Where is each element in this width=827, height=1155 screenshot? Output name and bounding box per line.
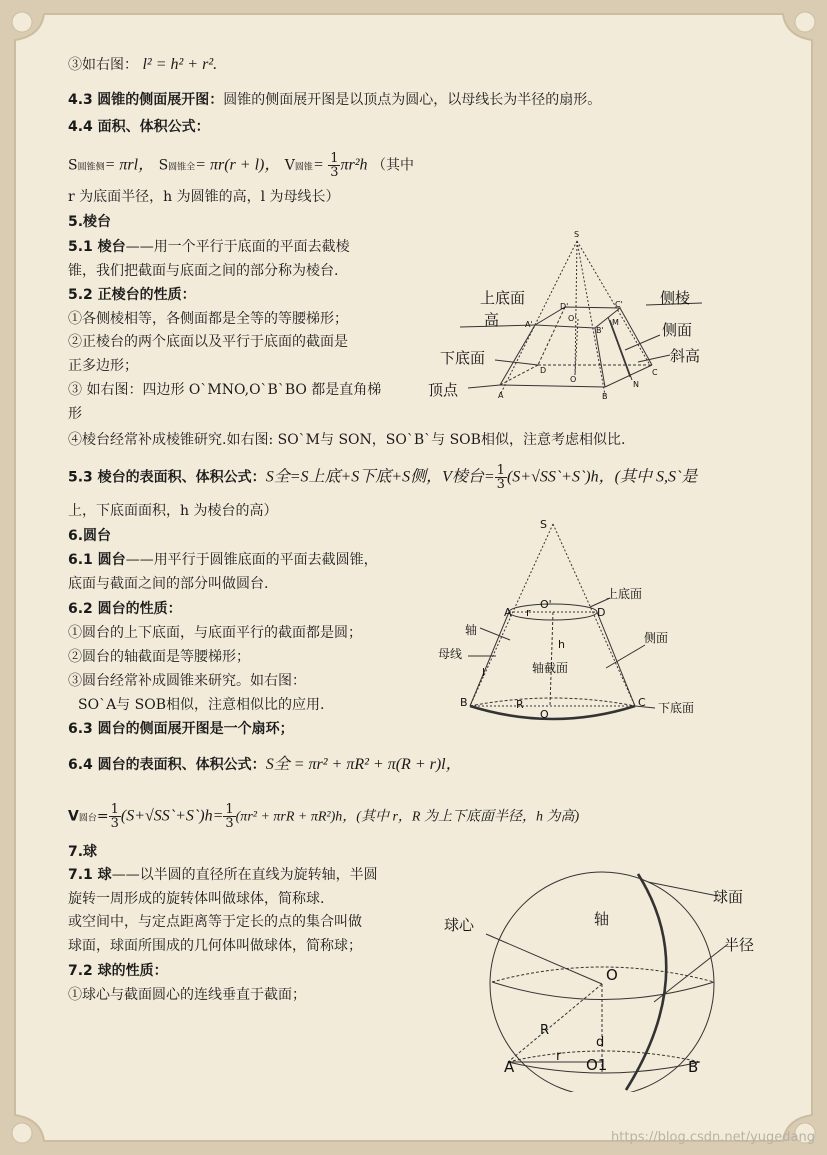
fig1-label-B1: B' bbox=[596, 326, 604, 335]
fig2-label-top: 上底面 bbox=[606, 587, 643, 601]
fig1-label-S: S bbox=[574, 230, 580, 239]
s43-text: 圆锥的侧面展开图是以顶点为圆心，以母线长为半径的扇形。 bbox=[223, 92, 602, 108]
pyramid-frustum-figure bbox=[420, 225, 740, 405]
fig1-label-A1: A' bbox=[525, 320, 533, 329]
s52-title: 5.2 正棱台的性质： bbox=[68, 287, 196, 303]
fig1-label-O1: O' bbox=[568, 314, 577, 323]
s72-p1: ①球心与截面圆心的连线垂直于截面； bbox=[68, 987, 306, 1003]
fig1-label-height: 高 bbox=[484, 311, 500, 329]
s61-text: ——用平行于圆锥底面的平面去截圆锥， bbox=[125, 552, 378, 568]
fig2-label-section: 轴截面 bbox=[532, 661, 569, 675]
fig3-label-r: r bbox=[556, 1049, 562, 1064]
fig1-label-face: 侧面 bbox=[662, 321, 693, 339]
s71-line3: 或空间中，与定点距离等于定长的点的集合叫做 bbox=[68, 914, 362, 930]
s71-line1 bbox=[68, 866, 378, 884]
fig2-label-B: B bbox=[460, 696, 468, 709]
s51-text: ——用一个平行于底面的平面去截棱 bbox=[125, 239, 350, 255]
fig2-label-l: l bbox=[482, 666, 486, 679]
s44-f1: S bbox=[68, 157, 78, 174]
fig2-label-D: D bbox=[597, 606, 606, 619]
s44-f3eq: = bbox=[312, 156, 324, 174]
fig1-label-apex: 顶点 bbox=[428, 381, 459, 399]
s44-f3sub: 圆锥 bbox=[294, 162, 313, 173]
s53-line bbox=[68, 464, 697, 491]
fig1-label-O: O bbox=[570, 375, 577, 384]
s5-title: 5.棱台 bbox=[68, 214, 112, 230]
s71-line4: 球面，球面所围成的几何体叫做球体，简称球； bbox=[68, 938, 362, 954]
s44-f2eq: = πr(r + l)， bbox=[195, 156, 281, 174]
fig2-label-bottom: 下底面 bbox=[658, 701, 695, 715]
s7-title: 7.球 bbox=[68, 844, 98, 860]
s63-line: 6.3 圆台的侧面展开图是一个扇环； bbox=[68, 721, 294, 737]
s52-p2a: ②正棱台的两个底面以及平行于底面的截面是 bbox=[68, 334, 348, 350]
fig3-label-O1: O1 bbox=[586, 1056, 608, 1074]
s53-frac-num: 1 bbox=[496, 463, 505, 478]
fig2-label-A: A bbox=[504, 606, 512, 619]
watermark: https://blog.csdn.net/yugedang bbox=[611, 1130, 815, 1145]
fig1-label-C: C bbox=[652, 368, 658, 377]
v-frac2-num: 1 bbox=[225, 802, 234, 817]
v-frustum-line bbox=[68, 803, 579, 830]
s51-label: 5.1 棱台 bbox=[68, 239, 126, 255]
s71-text: ——以半圆的直径所在直线为旋转轴，半圆 bbox=[111, 867, 378, 883]
s44-frac-num: 1 bbox=[330, 151, 339, 166]
s43-title: 圆锥的侧面展开图： bbox=[97, 92, 224, 108]
item3-text: ③如右图： bbox=[68, 57, 138, 73]
item3-line bbox=[68, 56, 217, 74]
v-frustum-mid: (S+√SS`+S`)h= bbox=[120, 807, 224, 825]
s44-f1sub: 圆锥侧 bbox=[77, 162, 105, 173]
fig1-label-slant: 斜高 bbox=[670, 347, 701, 365]
s53-title: 5.3 棱台的表面积、体积公式： bbox=[68, 469, 266, 486]
fig1-label-D: D bbox=[540, 366, 547, 375]
s53-note: 上，下底面面积，h 为棱台的高） bbox=[68, 503, 278, 519]
s43-line bbox=[68, 91, 601, 109]
s61-line1 bbox=[68, 551, 378, 569]
s44-title: 4.4 面积、体积公式： bbox=[68, 119, 210, 135]
fig3-label-center: 球心 bbox=[444, 916, 475, 934]
s51-line1 bbox=[68, 238, 350, 256]
s44-tail: （其中 bbox=[371, 157, 414, 174]
s61-line2: 底面与截面之间的部分叫做圆台. bbox=[68, 576, 269, 592]
cone-frustum-figure bbox=[430, 510, 730, 725]
fig2-label-face: 侧面 bbox=[644, 631, 669, 645]
sphere-figure bbox=[438, 862, 768, 1092]
s62-p3: ③圆台经常补成圆锥来研究。如右图： bbox=[68, 673, 306, 689]
s53-formula: S全=S上底+S下底+S侧，V棱台= bbox=[265, 468, 495, 486]
v-frustum-eq: = bbox=[96, 808, 109, 825]
s52-p2b: 正多边形； bbox=[68, 358, 138, 374]
s62-p3b: SO`A与 SOB相似，注意相似比的应用. bbox=[78, 697, 325, 713]
v-frustum-sub: 圆台 bbox=[78, 813, 97, 824]
fig1-label-B: B bbox=[602, 392, 608, 401]
s44-formulas bbox=[68, 152, 414, 179]
fig1-label-M: M bbox=[612, 318, 619, 327]
v-frustum-tail: (πr² + πrR + πR²)h，(其中 r，R 为上下底面半径，h 为高) bbox=[235, 809, 580, 825]
s52-p4: ④棱台经常补成棱锥研究.如右图: SO`M与 SON，SO`B`与 SOB相似，注意考虑相似比. bbox=[68, 432, 626, 448]
fig2-label-r: r bbox=[526, 606, 531, 619]
fig1-label-N: N bbox=[633, 380, 639, 389]
fig3-label-O: O bbox=[606, 966, 618, 984]
s52-p3a: ③ 如右图：四边形 O`MNO,O`B`BO 都是直角梯 bbox=[68, 382, 382, 398]
s64-formula: S全 = πr² + πR² + π(R + r)l， bbox=[265, 756, 462, 773]
fig2-label-axis: 轴 bbox=[465, 623, 478, 637]
s53-frac-den: 3 bbox=[496, 477, 505, 492]
s62-title: 6.2 圆台的性质： bbox=[68, 601, 182, 617]
s53-formula2: (S+√SS`+S`)h，(其中 S,S`是 bbox=[506, 468, 698, 486]
v-frustum-frac1 bbox=[109, 803, 121, 830]
v-frac2-den: 3 bbox=[225, 816, 234, 831]
fig3-label-sphere: 球面 bbox=[713, 888, 744, 906]
v-frac1-num: 1 bbox=[110, 802, 119, 817]
s52-p3b: 形 bbox=[68, 406, 82, 422]
fig3-label-A: A bbox=[504, 1058, 515, 1076]
s44-f2sub: 圆锥全 bbox=[168, 162, 196, 173]
fig2-label-h: h bbox=[558, 638, 565, 651]
fig3-label-d: d bbox=[596, 1035, 605, 1050]
s43-num: 4.3 bbox=[68, 92, 93, 108]
s62-p2: ②圆台的轴截面是等腰梯形； bbox=[68, 649, 250, 665]
item3-formula: l² = h² + r². bbox=[142, 56, 218, 73]
fig3-label-R: R bbox=[540, 1023, 550, 1038]
fig1-label-C1: C' bbox=[615, 300, 623, 309]
s44-f2: S bbox=[158, 157, 169, 174]
s44-f3tail: πr²h bbox=[340, 156, 368, 174]
fig3-label-B: B bbox=[688, 1058, 699, 1076]
s51-line2: 锥，我们把截面与底面之间的部分称为棱台. bbox=[68, 263, 339, 279]
fig2-label-O1: O' bbox=[540, 598, 552, 611]
s44-frac-den: 3 bbox=[330, 165, 339, 180]
fig1-label-edge: 侧棱 bbox=[660, 289, 691, 307]
v-frustum-label: V bbox=[68, 808, 79, 825]
s53-fraction bbox=[495, 464, 507, 491]
s44-note: r 为底面半径，h 为圆锥的高，l 为母线长） bbox=[68, 189, 340, 205]
s62-p1: ①圆台的上下底面，与底面平行的截面都是圆； bbox=[68, 625, 362, 641]
fig2-label-O: O bbox=[540, 708, 549, 721]
s6-title: 6.圆台 bbox=[68, 528, 112, 544]
v-frustum-frac2 bbox=[223, 803, 235, 830]
s64-line bbox=[68, 756, 462, 774]
fig1-label-D1: D' bbox=[560, 302, 569, 311]
v-frac1-den: 3 bbox=[110, 816, 119, 831]
fig1-label-top: 上底面 bbox=[480, 289, 526, 307]
s64-title: 6.4 圆台的表面积、体积公式： bbox=[68, 757, 266, 773]
fig2-label-R: R bbox=[516, 698, 524, 711]
fig3-label-axis: 轴 bbox=[594, 910, 610, 928]
fig2-label-generatrix: 母线 bbox=[438, 647, 463, 661]
s71-line2: 旋转一周形成的旋转体叫做球体，简称球. bbox=[68, 891, 325, 907]
s61-label: 6.1 圆台 bbox=[68, 552, 126, 568]
s44-f3: V bbox=[284, 157, 295, 174]
fig3-label-radius: 半径 bbox=[724, 936, 755, 954]
fig1-label-A: A bbox=[498, 391, 504, 400]
s52-p1: ①各侧棱相等，各侧面都是全等的等腰梯形； bbox=[68, 311, 348, 327]
s71-label: 7.1 球 bbox=[68, 867, 112, 883]
fig2-label-S: S bbox=[540, 518, 547, 531]
fig1-label-bottom: 下底面 bbox=[440, 349, 486, 367]
s72-title: 7.2 球的性质： bbox=[68, 963, 168, 979]
fig2-label-C: C bbox=[638, 696, 646, 709]
s44-fraction bbox=[328, 152, 340, 179]
s44-f1eq: = πrl， bbox=[104, 156, 155, 174]
